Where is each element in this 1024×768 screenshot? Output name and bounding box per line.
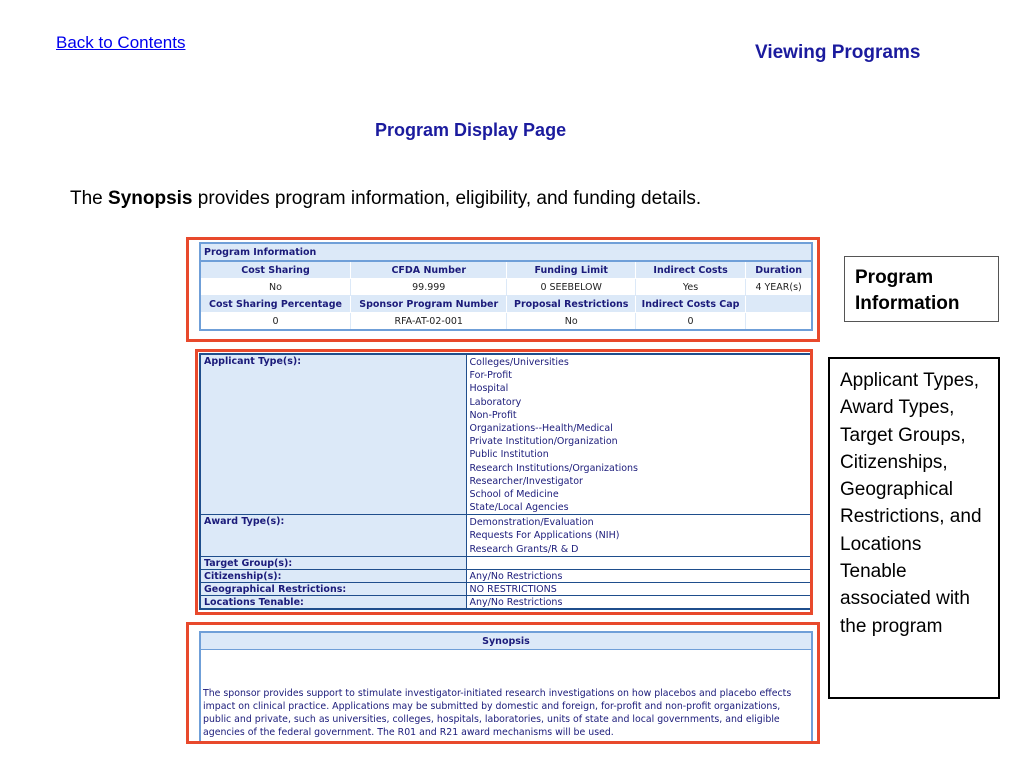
applicant-type-item: Public Institution (469, 449, 549, 461)
intro-text (70, 188, 701, 210)
award-types-label: Award Type(s): (200, 515, 466, 557)
value-sponsor-program-number: RFA-AT-02-001 (350, 313, 507, 331)
applicant-type-item: Hospital (469, 383, 509, 395)
target-groups-label: Target Group(s): (200, 556, 466, 569)
page-subtitle: Program Display Page (375, 120, 567, 140)
locations-tenable-label: Locations Tenable: (200, 595, 466, 609)
applicant-type-item: For-Profit (469, 370, 512, 382)
value-duration: 4 YEAR(s) (746, 279, 812, 296)
applicant-types-label: Applicant Type(s): (200, 354, 466, 515)
header-cost-sharing-percentage: Cost Sharing Percentage (200, 296, 350, 313)
geographical-restrictions-value: NO RESTRICTIONS (466, 582, 812, 595)
applicant-type-item: State/Local Agencies (469, 502, 569, 514)
back-to-contents-link[interactable]: Back to Contents (56, 33, 186, 52)
eligibility-highlight (195, 349, 813, 615)
slide-title: Viewing Programs (755, 42, 921, 63)
header-sponsor-program-number: Sponsor Program Number (350, 296, 507, 313)
intro-prefix: The (70, 188, 109, 209)
header-duration: Duration (746, 261, 812, 279)
synopsis-header: Synopsis (200, 632, 812, 650)
citizenships-value: Any/No Restrictions (466, 569, 812, 582)
geographical-restrictions-label: Geographical Restrictions: (200, 582, 466, 595)
locations-tenable-value: Any/No Restrictions (466, 595, 812, 609)
applicant-type-item: Laboratory (469, 396, 522, 408)
applicant-type-item: Research Institutions/Organizations (469, 462, 639, 474)
intro-bold-term: Synopsis (108, 188, 193, 209)
program-information-highlight (186, 237, 820, 342)
value-funding-limit: 0 SEEBELOW (507, 279, 635, 296)
value-cost-sharing: No (200, 279, 350, 296)
value-cfda-number: 99.999 (350, 279, 507, 296)
value-indirect-costs-cap: 0 (635, 313, 745, 331)
header-indirect-costs: Indirect Costs (635, 261, 745, 279)
award-type-item: Demonstration/Evaluation (469, 517, 594, 529)
synopsis-body: The sponsor provides support to stimulate investigator-initiated research investigations on how placebos and placebo effects impact on clinical practice. Applications may be submitted by domestic and foreign, for-profit and non-profit organizations, public and private, such as universities, colleges, hospitals, laboratories, units of state and local governments, and eligible agencies of the federal government. The R01 and R21 award mechanisms will be used. (200, 650, 812, 744)
header-cost-sharing: Cost Sharing (200, 261, 350, 279)
intro-suffix: provides program information, eligibility, and funding details. (192, 188, 702, 209)
program-information-caption: Program Information (200, 243, 812, 261)
citizenships-label: Citizenship(s): (200, 569, 466, 582)
award-type-item: Research Grants/R & D (469, 543, 579, 555)
award-type-item: Requests For Applications (NIH) (469, 530, 620, 542)
applicant-type-item: Private Institution/Organization (469, 436, 618, 448)
header-funding-limit: Funding Limit (507, 261, 635, 279)
value-proposal-restrictions: No (507, 313, 635, 331)
header-proposal-restrictions: Proposal Restrictions (507, 296, 635, 313)
program-information-callout: Program Information (844, 256, 999, 322)
header-cfda-number: CFDA Number (350, 261, 507, 279)
synopsis-highlight (186, 622, 820, 744)
applicant-type-item: Organizations--Health/Medical (469, 422, 613, 434)
applicant-type-item: Researcher/Investigator (469, 475, 583, 487)
applicant-type-item: Colleges/Universities (469, 357, 569, 368)
value-indirect-costs: Yes (635, 279, 745, 296)
value-cost-sharing-percentage: 0 (200, 313, 350, 331)
applicant-type-item: Non-Profit (469, 409, 517, 421)
applicant-types-callout: Applicant Types, Award Types, Target Groups, Citizenships, Geographical Restrictions, and Locations Tenable associated with the program (828, 357, 1000, 699)
header-indirect-costs-cap: Indirect Costs Cap (635, 296, 745, 313)
applicant-type-item: School of Medicine (469, 488, 559, 500)
